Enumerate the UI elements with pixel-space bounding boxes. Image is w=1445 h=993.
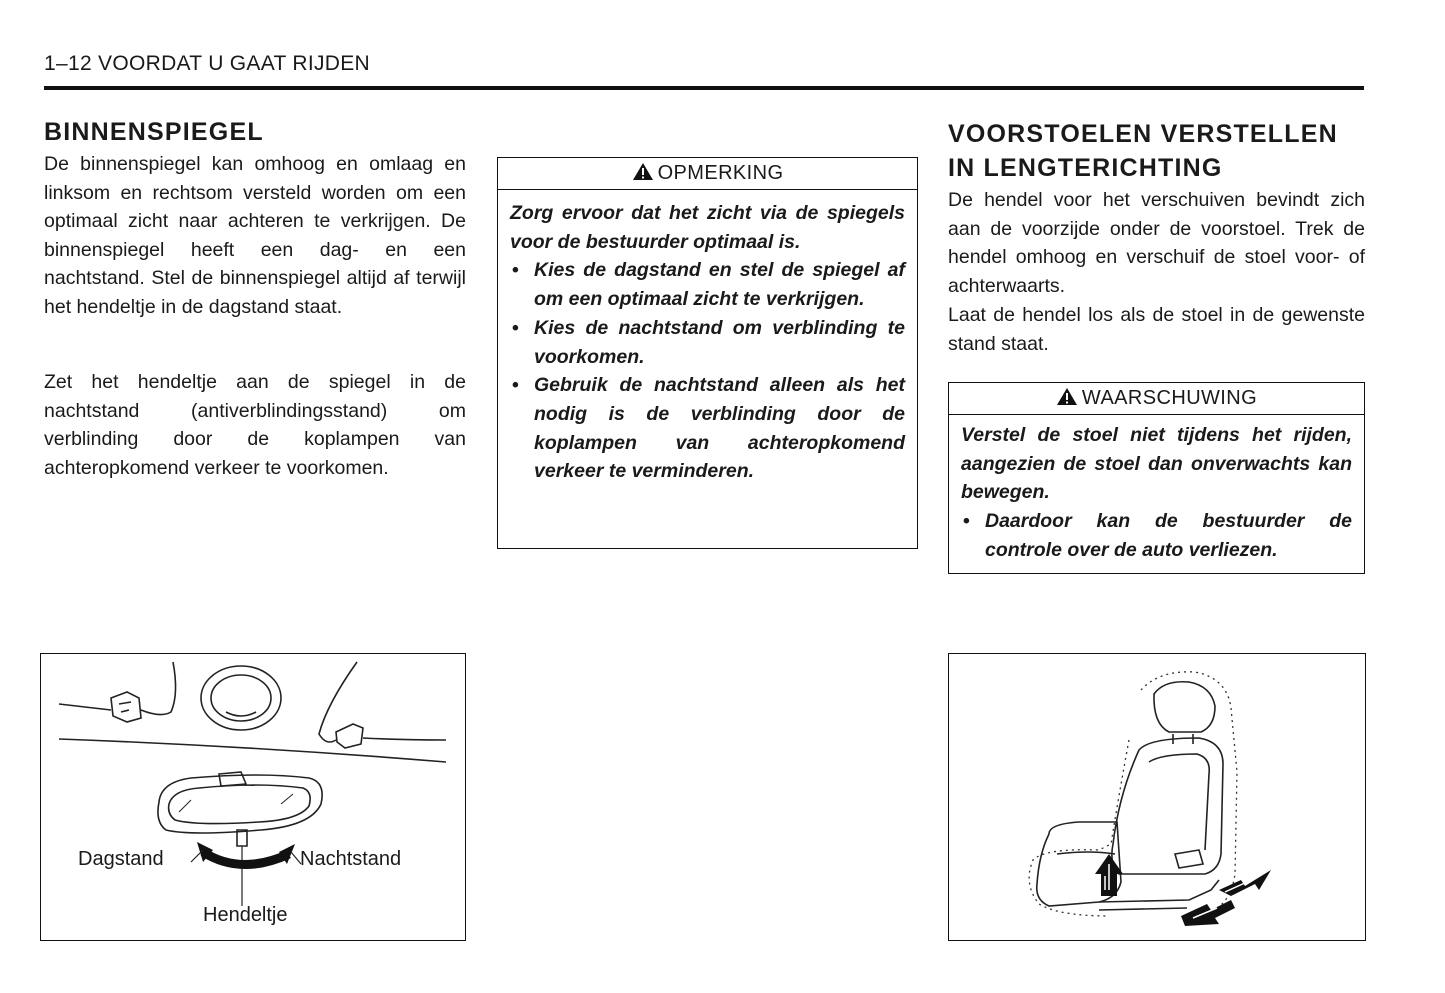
voorstoelen-paragraph-2: Laat de hendel los als de stoel in de gewenste stand staat. <box>948 304 1365 355</box>
notice-bullet-3: • Gebruik de nachtstand alleen als het nodig is de verblinding door de koplampen van achteropkomend verkeer te verminderen. <box>510 371 905 486</box>
warning-triangle-icon <box>632 160 654 191</box>
notice-bullet-1: • Kies de dagstand en stel de spiegel af om een optimaal zicht te verkrijgen. <box>510 256 905 313</box>
header-divider <box>44 86 1364 90</box>
notice-heading <box>498 158 917 190</box>
label-nachtstand: Nachtstand <box>300 848 402 870</box>
binnenspiegel-paragraph-2: Zet het hendeltje aan de spiegel in de nachtstand (antiverblindingsstand) om verblinding door de koplampen van achteropkomend verkeer te voorkomen. <box>44 371 466 479</box>
warning-heading <box>949 383 1364 415</box>
binnenspiegel-paragraph-1: De binnenspiegel kan omhoog en omlaag en linksom en rechtsom versteld worden om een optimaal zicht naar achteren te verkrijgen. De binnenspiegel heeft een dag- en een nachtstand. Stel de binnenspiegel altijd af terwijl het hendeltje in de dagstand staat. <box>44 153 466 318</box>
section-title-line1: VOORSTOELEN VERSTELLEN <box>948 120 1338 148</box>
warning-box <box>948 382 1365 574</box>
voorstoelen-paragraph-1: De hendel voor het verschuiven bevindt zich aan de voorzijde onder de voorstoel. Trek de hendel omhoog en verschuif de stoel voor- of achterwaarts. <box>948 189 1365 297</box>
notice-heading-text: OPMERKING <box>657 162 784 184</box>
label-hendeltje: Hendeltje <box>203 904 288 926</box>
label-dagstand: Dagstand <box>78 848 164 870</box>
section-title-binnenspiegel: BINNENSPIEGEL <box>44 118 264 146</box>
notice-box <box>497 157 918 549</box>
seat-illustration <box>949 654 1364 939</box>
seat-figure <box>948 653 1366 941</box>
section-title-line2: IN LENGTERICHTING <box>948 154 1223 182</box>
notice-intro: Zorg ervoor dat het zicht via de spiegels voor de bestuurder optimaal is. <box>510 202 905 253</box>
warning-heading-text: WAARSCHUWING <box>1081 387 1258 409</box>
notice-bullet-2: • Kies de nachtstand om verblinding te voorkomen. <box>510 314 905 371</box>
mirror-illustration <box>41 654 464 939</box>
warning-bullet-1: • Daardoor kan de bestuurder de controle over de auto verliezen. <box>961 507 1352 564</box>
warning-triangle-icon <box>1056 385 1078 416</box>
warning-intro: Verstel de stoel niet tijdens het rijden, aangezien de stoel dan onverwachts kan bewegen. <box>961 424 1352 504</box>
mirror-figure <box>40 653 466 941</box>
page-header: 1–12 VOORDAT U GAAT RIJDEN <box>44 52 370 75</box>
